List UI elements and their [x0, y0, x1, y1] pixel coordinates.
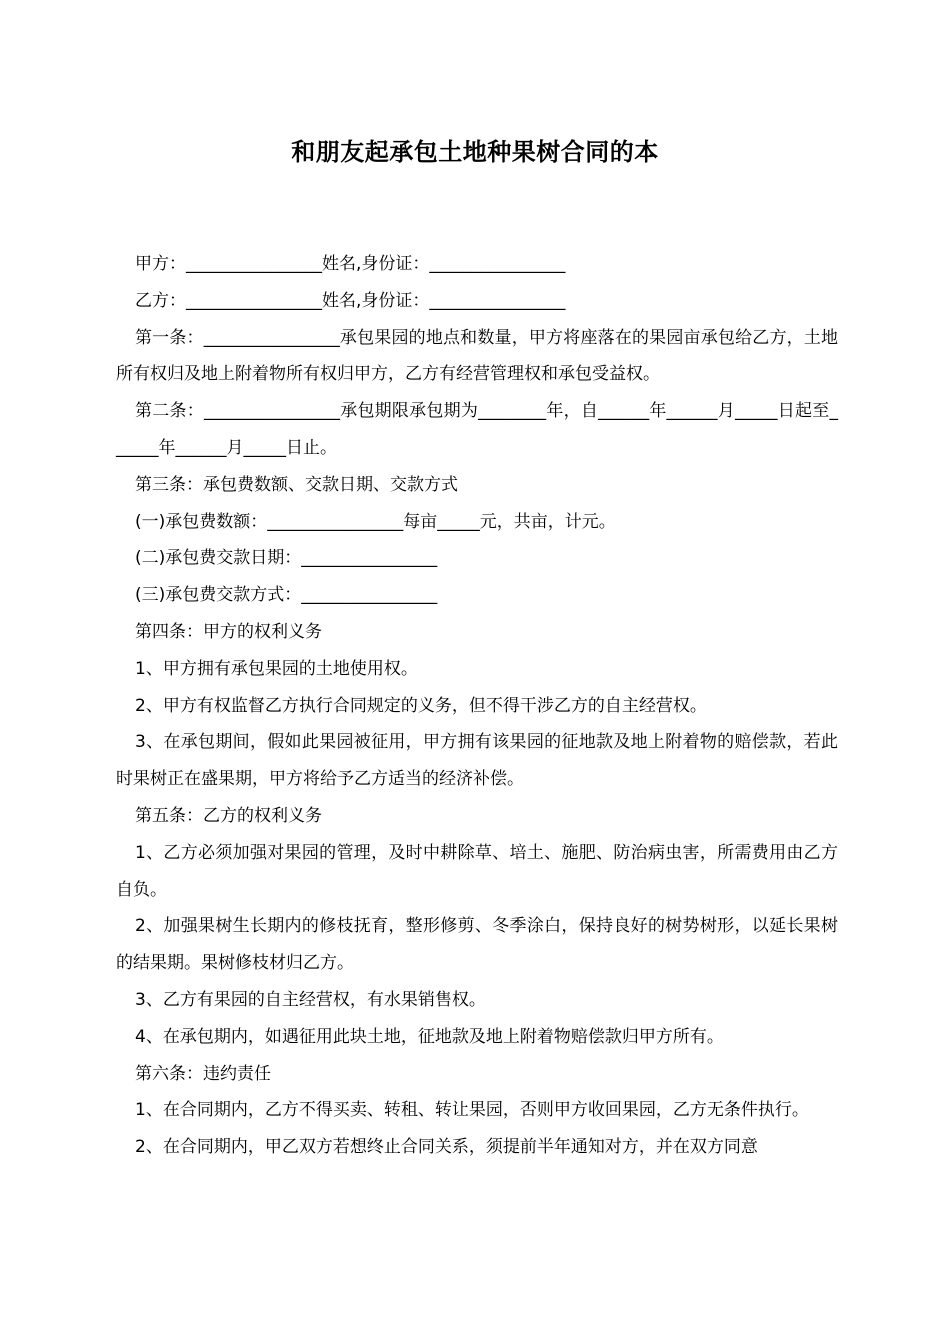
article-4-item-2: 2、甲方有权监督乙方执行合同规定的义务，但不得干涉乙方的自主经营权。 [135, 695, 707, 716]
article-4-item-3: 3、在承包期间，假如此果园被征用，甲方拥有该果园的征地款及地上附着物的赔偿款，若此时果树正在盛果期，甲方将给予乙方适当的经济补偿。 [116, 732, 838, 790]
article-3-item-1: (一)承包费数额：________________每亩_____元，共亩，计元。 [135, 511, 616, 532]
article-6-item-1: 1、在合同期内，乙方不得买卖、转租、转让果园，否则甲方收回果园，乙方无条件执行。 [135, 1100, 809, 1121]
article-5-item-4: 4、在承包期内，如遇征用此块土地，征地款及地上附着物赔偿款归甲方所有。 [135, 1026, 724, 1047]
article-4-item-1: 1、甲方拥有承包果园的土地使用权。 [135, 658, 418, 679]
article-6-item-2: 2、在合同期内，甲乙双方若想终止合同关系，须提前半年通知对方，并在双方同意 [135, 1137, 758, 1158]
article-3-heading: 第三条：承包费数额、交款日期、交款方式 [135, 474, 458, 495]
article-4-heading: 第四条：甲方的权利义务 [135, 621, 322, 642]
article-5-heading: 第五条：乙方的权利义务 [135, 805, 322, 826]
document-title: 和朋友起承包土地种果树合同的本 [291, 138, 659, 166]
article-2: 第二条：________________承包期限承包期为________年，自______年______月_____日起至______年______月_____日止。 [116, 401, 838, 458]
article-3-item-2: (二)承包费交款日期：________________ [135, 548, 438, 569]
party-b-line: 乙方：________________姓名,身份证：________________ [135, 290, 566, 311]
article-5-item-2: 2、加强果树生长期内的修枝抚育，整形修剪、冬季涂白，保持良好的树势树形，以延长果树的结果期。果树修枝材归乙方。 [116, 916, 838, 974]
party-a-line: 甲方：________________姓名,身份证：________________ [135, 254, 566, 274]
article-1: 第一条：________________承包果园的地点和数量，甲方将座落在的果园亩承包给乙方，土地所有权归及地上附着物所有权归甲方，乙方有经营管理权和承包受益权。 [116, 327, 838, 385]
article-5-item-1: 1、乙方必须加强对果园的管理，及时中耕除草、培土、施肥、防治病虫害，所需费用由乙方自负。 [116, 842, 838, 900]
article-6-heading: 第六条：违约责任 [135, 1063, 271, 1084]
article-3-item-3: (三)承包费交款方式：________________ [135, 585, 438, 606]
article-5-item-3: 3、乙方有果园的自主经营权，有水果销售权。 [135, 989, 486, 1010]
document-body [116, 246, 838, 1166]
